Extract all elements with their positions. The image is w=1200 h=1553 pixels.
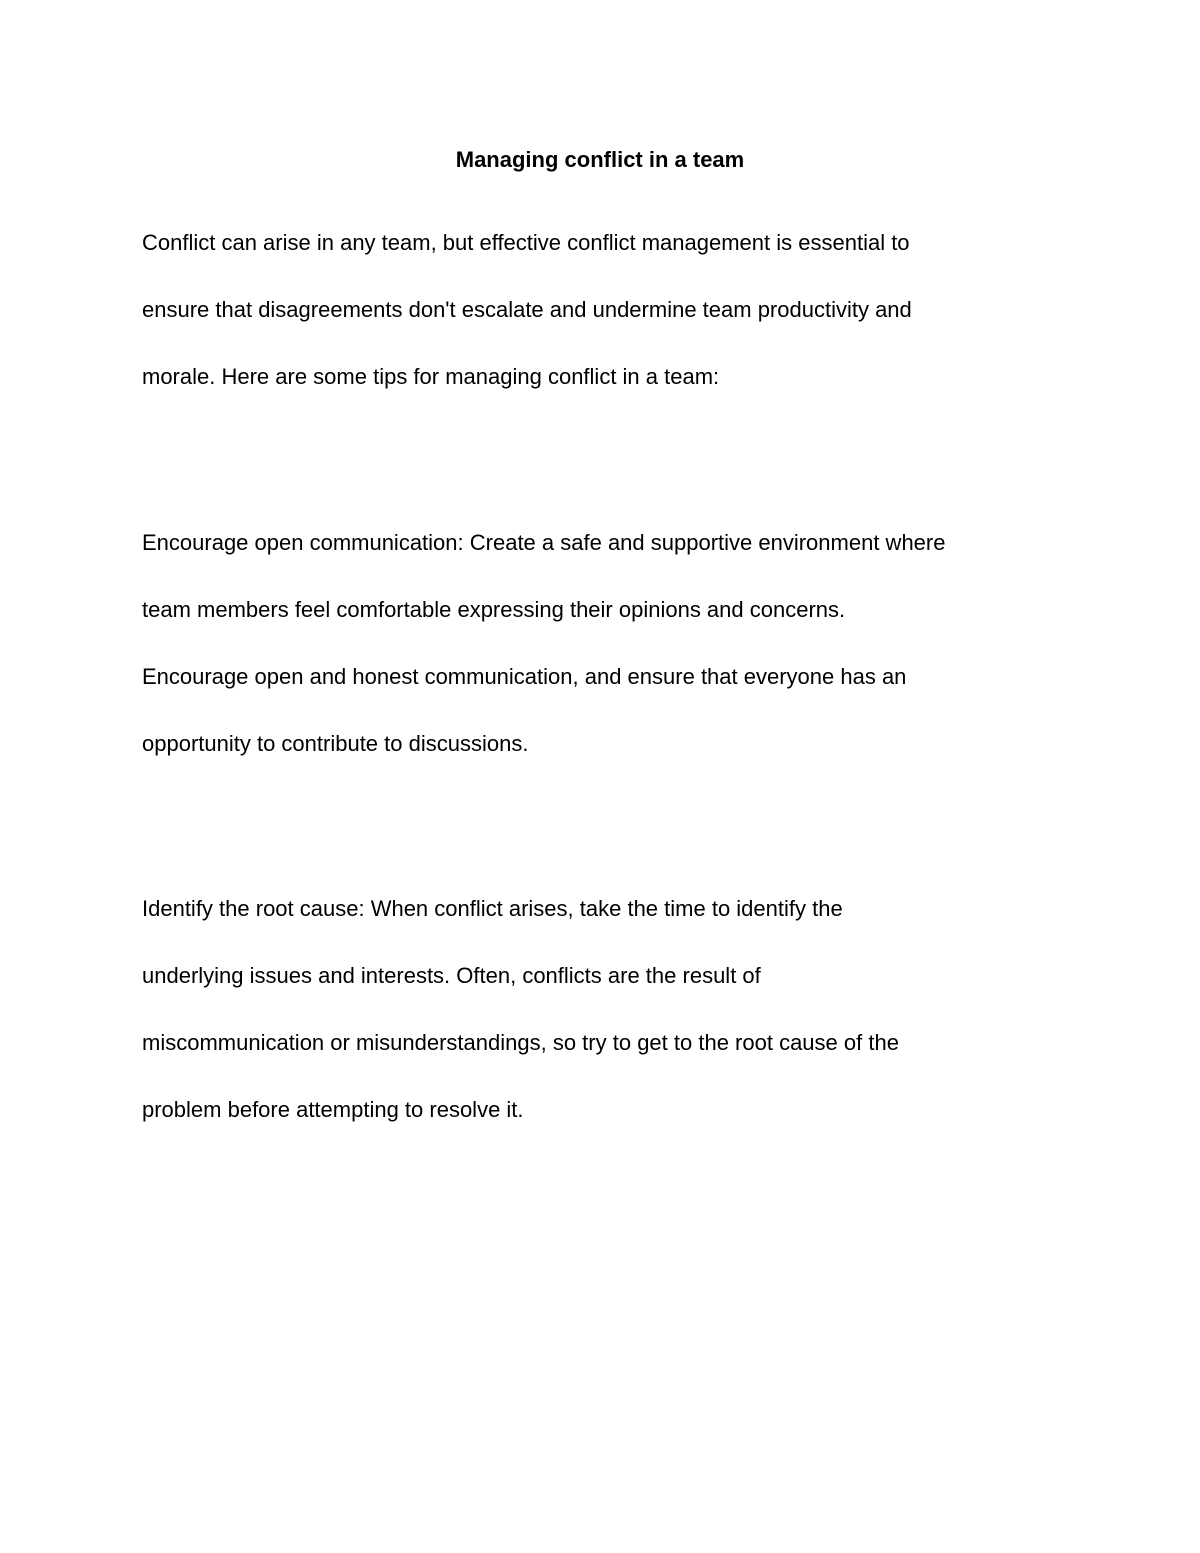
paragraph-line: ensure that disagreements don't escalate and undermine team productivity and bbox=[142, 297, 912, 322]
tip-root-cause-paragraph bbox=[142, 875, 1082, 1143]
paragraph-line: opportunity to contribute to discussions. bbox=[142, 731, 529, 756]
paragraph-line: Identify the root cause: When conflict arises, take the time to identify the bbox=[142, 896, 843, 921]
intro-paragraph bbox=[142, 209, 1082, 410]
paragraph-line: Conflict can arise in any team, but effective conflict management is essential to bbox=[142, 230, 910, 255]
paragraph-line: problem before attempting to resolve it. bbox=[142, 1097, 524, 1122]
paragraph-line: team members feel comfortable expressing their opinions and concerns. bbox=[142, 597, 846, 622]
paragraph-line: underlying issues and interests. Often, conflicts are the result of bbox=[142, 963, 761, 988]
document-title: Managing conflict in a team bbox=[455, 147, 745, 172]
paragraph-line: morale. Here are some tips for managing conflict in a team: bbox=[142, 364, 720, 389]
paragraph-line: miscommunication or misunderstandings, so try to get to the root cause of the bbox=[142, 1030, 899, 1055]
tip-open-communication-paragraph bbox=[142, 509, 1082, 777]
paragraph-line: Encourage open and honest communication, and ensure that everyone has an bbox=[142, 664, 907, 689]
paragraph-line: Encourage open communication: Create a safe and supportive environment where bbox=[142, 530, 946, 555]
